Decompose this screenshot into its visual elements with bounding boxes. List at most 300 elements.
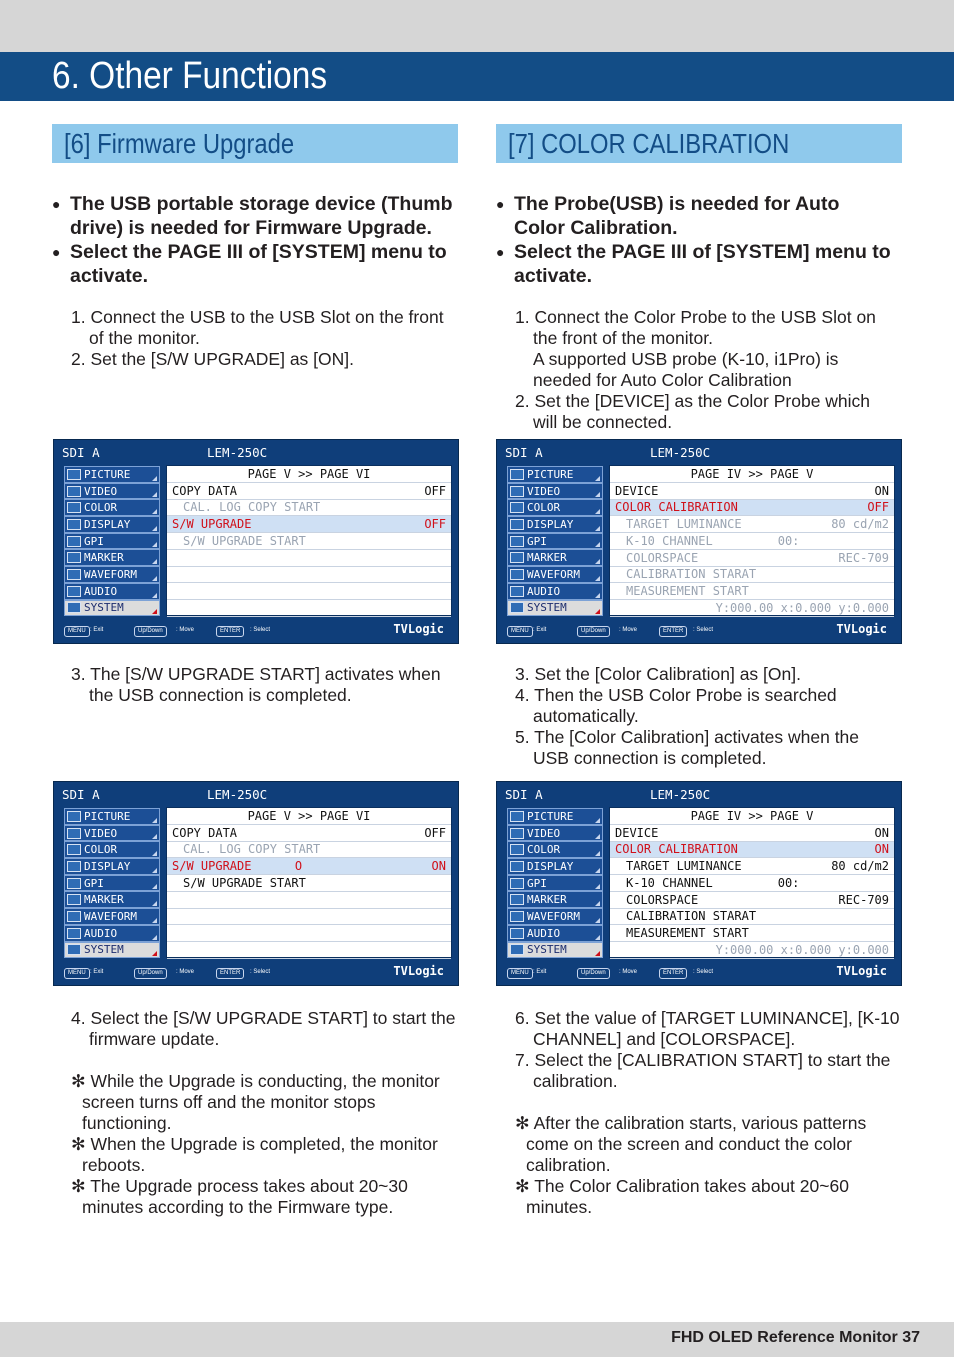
osd-menu-item-label: MARKER [84, 893, 124, 907]
left-steps-c [71, 1008, 471, 1218]
osd-menu-item-label: SYSTEM [84, 601, 124, 615]
osd-screen-firmware-off [53, 439, 459, 644]
osd-setting-label: CAL. LOG COPY START [183, 842, 321, 857]
osd-setting-label: K-10 CHANNEL 00: [626, 875, 800, 890]
osd-setting-row[interactable] [167, 909, 451, 926]
video-icon [510, 828, 524, 839]
osd-menu-item-label: MARKER [527, 551, 567, 565]
osd-setting-row[interactable] [610, 842, 894, 859]
display-icon [510, 861, 524, 872]
osd-settings-panel [166, 465, 452, 616]
osd-model-label: LEM-250C [650, 445, 711, 460]
osd-setting-row[interactable] [610, 875, 894, 892]
right-steps-a [515, 307, 915, 433]
osd-setting-label: MEASUREMENT START [626, 926, 749, 941]
system-icon [67, 602, 81, 613]
asterisk-icon: ✻ [71, 1134, 86, 1154]
osd-setting-row[interactable] [610, 583, 894, 600]
osd-setting-label: CALIBRATION STARAT [626, 909, 757, 924]
osd-setting-row[interactable] [167, 567, 451, 584]
key-help-text: : Move [619, 627, 638, 633]
osd-setting-row[interactable] [610, 483, 894, 500]
osd-setting-row[interactable] [610, 600, 894, 617]
osd-setting-row[interactable] [167, 500, 451, 517]
submenu-arrow-icon [152, 492, 157, 497]
bullet-item: ● The Probe(USB) is needed for Auto Color Calibration. [496, 193, 840, 239]
osd-menu-item-gpi[interactable] [64, 875, 160, 892]
osd-page-header: PAGE V >> PAGE VI [167, 808, 451, 825]
right-steps-b [515, 664, 915, 769]
submenu-arrow-icon [152, 559, 157, 564]
color-icon [67, 502, 81, 513]
osd-setting-value: ON [431, 859, 446, 874]
osd-brand-logo: TVLogic [393, 964, 444, 978]
updown-key-icon: Up/Down [134, 626, 167, 637]
osd-menu-item-gpi[interactable] [64, 533, 160, 550]
osd-menu-item-label: VIDEO [527, 484, 561, 498]
osd-menu-item-picture[interactable] [64, 808, 160, 825]
osd-setting-row[interactable] [610, 942, 894, 959]
submenu-arrow-icon [152, 834, 157, 839]
osd-menu-item-label: VIDEO [527, 826, 561, 840]
osd-menu-item-label: SYSTEM [84, 943, 124, 957]
osd-setting-label: TARGET LUMINANCE [626, 859, 742, 874]
system-icon [510, 602, 524, 613]
waveform-icon [510, 911, 524, 922]
osd-menu-item-color[interactable] [64, 841, 160, 858]
system-icon [67, 944, 81, 955]
osd-setting-row[interactable] [610, 533, 894, 550]
key-help-text: : Move [176, 627, 195, 633]
osd-setting-row[interactable] [610, 892, 894, 909]
osd-menu-item-audio[interactable] [64, 925, 160, 942]
osd-setting-label: K-10 CHANNEL 00: [626, 533, 800, 548]
step-item: 3. Set the [Color Calibration] as [On]. [515, 664, 801, 684]
submenu-arrow-icon [152, 868, 157, 873]
enter-key-icon: ENTER [659, 968, 687, 979]
bullet-item: ● Select the PAGE III of [SYSTEM] menu to activate. [496, 241, 891, 287]
osd-menu-item-waveform[interactable] [507, 566, 603, 583]
osd-menu-item-audio[interactable] [64, 583, 160, 600]
step-item: 6. Set the value of [TARGET LUMINANCE], [K-10 CHANNEL] and [COLORSPACE]. [515, 1008, 900, 1049]
step-item: 1. Connect the Color Probe to the USB Slot on the front of the monitor. A supported USB probe (K-10, i1Pro) is needed for Auto Color Calibration [515, 307, 876, 390]
osd-model-label: LEM-250C [207, 445, 268, 460]
submenu-arrow-icon [595, 609, 600, 614]
key-help-text: : Select [693, 627, 714, 633]
osd-source-label: SDI A [62, 787, 100, 802]
osd-menu-item-marker[interactable] [507, 549, 603, 566]
osd-setting-row[interactable] [167, 550, 451, 567]
osd-screen-calibration-on [496, 781, 902, 986]
enter-key-icon: ENTER [216, 968, 244, 979]
osd-menu [507, 808, 603, 958]
bullet-dot-icon: ● [52, 244, 61, 260]
osd-setting-label: DEVICE [615, 825, 659, 840]
step-item: 7. Select the [CALIBRATION START] to start the calibration. [515, 1050, 891, 1091]
osd-setting-row[interactable] [610, 550, 894, 567]
osd-menu-item-marker[interactable] [64, 891, 160, 908]
marker-icon [67, 552, 81, 563]
submenu-arrow-icon [595, 851, 600, 856]
osd-setting-row[interactable] [610, 909, 894, 926]
bullet-dot-icon: ● [496, 196, 505, 212]
osd-menu-item-label: COLOR [527, 501, 561, 515]
audio-icon [510, 928, 524, 939]
key-help-text: : Move [619, 969, 638, 975]
key-help-text: : Exit [533, 969, 547, 975]
section-heading-color-calibration [496, 124, 902, 163]
osd-setting-row[interactable] [167, 842, 451, 859]
right-steps-c [515, 1008, 915, 1218]
enter-key-icon: ENTER [659, 626, 687, 637]
osd-menu-item-audio[interactable] [507, 925, 603, 942]
osd-menu-item-gpi[interactable] [507, 875, 603, 892]
asterisk-icon: ✻ [71, 1071, 86, 1091]
osd-menu-item-gpi[interactable] [507, 533, 603, 550]
osd-menu-item-video[interactable] [64, 825, 160, 842]
submenu-arrow-icon [152, 935, 157, 940]
title-bar [0, 52, 954, 101]
video-icon [67, 486, 81, 497]
submenu-arrow-icon [595, 542, 600, 547]
osd-setting-label: S/W UPGRADE [172, 517, 252, 532]
color-icon [510, 844, 524, 855]
bullet-item: ● The USB portable storage device (Thumb drive) is needed for Firmware Upgrade. [52, 193, 453, 239]
step-item: 4. Select the [S/W UPGRADE START] to start the firmware update. [71, 1008, 456, 1049]
bullet-item: ● Select the PAGE III of [SYSTEM] menu to activate. [52, 241, 447, 287]
osd-menu-item-marker[interactable] [64, 549, 160, 566]
asterisk-icon: ✻ [515, 1176, 530, 1196]
submenu-arrow-icon [152, 884, 157, 889]
osd-menu-item-label: VIDEO [84, 826, 118, 840]
submenu-arrow-icon [152, 918, 157, 923]
osd-menu-item-waveform[interactable] [507, 908, 603, 925]
osd-setting-row[interactable] [167, 892, 451, 909]
osd-menu-item-label: COLOR [527, 843, 561, 857]
waveform-icon [510, 569, 524, 580]
osd-menu-item-label: PICTURE [84, 809, 131, 823]
submenu-arrow-icon [595, 935, 600, 940]
osd-menu-item-system[interactable] [64, 600, 160, 617]
osd-menu-item-label: PICTURE [527, 467, 574, 481]
display-icon [67, 861, 81, 872]
submenu-arrow-icon [595, 492, 600, 497]
osd-menu-item-label: AUDIO [84, 926, 118, 940]
submenu-arrow-icon [152, 818, 157, 823]
osd-setting-row[interactable] [167, 875, 451, 892]
osd-menu [64, 808, 160, 958]
submenu-arrow-icon [152, 526, 157, 531]
video-icon [67, 828, 81, 839]
step-item: 2. Set the [DEVICE] as the Color Probe which will be connected. [515, 391, 871, 432]
bullet-dot-icon: ● [496, 244, 505, 260]
osd-screen-firmware-on [53, 781, 459, 986]
osd-model-label: LEM-250C [207, 787, 268, 802]
left-bullets [52, 192, 472, 288]
osd-menu-item-system[interactable] [507, 600, 603, 617]
osd-setting-row[interactable] [610, 516, 894, 533]
osd-source-label: SDI A [62, 445, 100, 460]
osd-menu-item-label: GPI [527, 876, 547, 890]
osd-setting-label: COLOR CALIBRATION [615, 500, 738, 515]
osd-setting-label: S/W UPGRADE START [183, 533, 306, 548]
submenu-arrow-icon [595, 526, 600, 531]
osd-setting-value: 80 cd/m2 [831, 517, 889, 532]
bullet-dot-icon: ● [52, 196, 61, 212]
osd-brand-logo: TVLogic [393, 622, 444, 636]
submenu-arrow-icon [595, 834, 600, 839]
color-icon [67, 844, 81, 855]
osd-menu-item-audio[interactable] [507, 583, 603, 600]
osd-setting-label: COPY DATA [172, 483, 238, 498]
osd-setting-label: S/W UPGRADE O [172, 859, 303, 874]
osd-setting-label: CALIBRATION STARAT [626, 567, 757, 582]
osd-settings-panel [166, 807, 452, 958]
osd-setting-value: OFF [424, 517, 446, 532]
step-item: 2. Set the [S/W UPGRADE] as [ON]. [71, 349, 354, 369]
osd-menu-item-label: AUDIO [527, 584, 561, 598]
submenu-arrow-icon [595, 576, 600, 581]
osd-menu-item-label: PICTURE [84, 467, 131, 481]
section-heading-firmware [52, 124, 458, 163]
osd-menu-item-system[interactable] [64, 942, 160, 959]
osd-menu-item-picture[interactable] [507, 808, 603, 825]
submenu-arrow-icon [152, 576, 157, 581]
osd-setting-value: ON [874, 842, 889, 857]
osd-setting-row[interactable] [167, 858, 451, 875]
note-item: ✻ After the calibration starts, various patterns come on the screen and conduct the color calibration. [515, 1113, 867, 1175]
submenu-arrow-icon [152, 901, 157, 906]
osd-setting-value: 80 cd/m2 [831, 859, 889, 874]
osd-setting-label: DEVICE [615, 483, 659, 498]
osd-menu-item-label: GPI [527, 534, 547, 548]
video-icon [510, 486, 524, 497]
osd-setting-row[interactable] [167, 925, 451, 942]
enter-key-icon: ENTER [216, 626, 244, 637]
osd-setting-row[interactable] [167, 600, 451, 617]
submenu-arrow-icon [595, 818, 600, 823]
osd-setting-row[interactable] [610, 825, 894, 842]
submenu-arrow-icon [595, 868, 600, 873]
picture-icon [67, 811, 81, 822]
osd-menu-item-label: DISPLAY [84, 859, 131, 873]
submenu-arrow-icon [595, 951, 600, 956]
gpi-icon [67, 878, 81, 889]
osd-menu-item-picture[interactable] [507, 466, 603, 483]
osd-menu-item-color[interactable] [507, 499, 603, 516]
step-item: 4. Then the USB Color Probe is searched automatically. [515, 685, 837, 726]
step-item: 5. The [Color Calibration] activates when the USB connection is completed. [515, 727, 860, 768]
note-item: ✻ While the Upgrade is conducting, the monitor screen turns off and the monitor stops functioning. [71, 1071, 440, 1133]
osd-setting-value: Y:000.00 x:0.000 y:0.000 [715, 942, 889, 957]
osd-page-header: PAGE IV >> PAGE V [610, 808, 894, 825]
osd-menu-item-label: GPI [84, 876, 104, 890]
display-icon [67, 519, 81, 530]
menu-key-icon: MENU [64, 968, 90, 979]
osd-brand-logo: TVLogic [836, 964, 887, 978]
footer-bar [0, 1322, 954, 1357]
osd-menu-item-label: COLOR [84, 501, 118, 515]
osd-settings-panel [609, 465, 895, 616]
osd-menu [64, 466, 160, 616]
picture-icon [510, 469, 524, 480]
osd-menu-item-color[interactable] [507, 841, 603, 858]
submenu-arrow-icon [152, 851, 157, 856]
osd-setting-row[interactable] [167, 942, 451, 959]
osd-menu-item-display[interactable] [64, 516, 160, 533]
menu-key-icon: MENU [507, 626, 533, 637]
osd-setting-label: MEASUREMENT START [626, 584, 749, 599]
osd-setting-value: REC-709 [838, 892, 889, 907]
top-band [0, 0, 954, 52]
submenu-arrow-icon [595, 509, 600, 514]
osd-menu-item-video[interactable] [507, 825, 603, 842]
osd-setting-value: ON [874, 825, 889, 840]
left-steps-a [71, 307, 471, 370]
marker-icon [510, 552, 524, 563]
step-item: 1. Connect the USB to the USB Slot on the front of the monitor. [71, 307, 444, 348]
osd-setting-row[interactable] [610, 925, 894, 942]
osd-menu-item-marker[interactable] [507, 891, 603, 908]
osd-menu-item-label: SYSTEM [527, 943, 567, 957]
key-help-text: : Move [176, 969, 195, 975]
key-help-text: : Select [250, 627, 271, 633]
waveform-icon [67, 911, 81, 922]
display-icon [510, 519, 524, 530]
osd-menu-item-color[interactable] [64, 499, 160, 516]
osd-setting-row[interactable] [610, 567, 894, 584]
left-steps-b [71, 664, 471, 706]
gpi-icon [67, 536, 81, 547]
key-help-text: : Exit [533, 627, 547, 633]
submenu-arrow-icon [595, 884, 600, 889]
osd-source-label: SDI A [505, 445, 543, 460]
osd-menu-item-label: WAVEFORM [527, 909, 580, 923]
osd-menu-item-label: GPI [84, 534, 104, 548]
osd-setting-label: COLORSPACE [626, 892, 699, 907]
submenu-arrow-icon [152, 476, 157, 481]
picture-icon [67, 469, 81, 480]
osd-menu-item-label: AUDIO [527, 926, 561, 940]
osd-setting-row[interactable] [610, 858, 894, 875]
osd-menu-item-label: MARKER [84, 551, 124, 565]
waveform-icon [67, 569, 81, 580]
note-item: ✻ The Upgrade process takes about 20~30 minutes according to the Firmware type. [71, 1176, 408, 1217]
osd-screen-calibration-off [496, 439, 902, 644]
key-help-text: : Select [250, 969, 271, 975]
note-item: ✻ The Color Calibration takes about 20~60 minutes. [515, 1176, 849, 1217]
marker-icon [510, 894, 524, 905]
key-help-text: : Select [693, 969, 714, 975]
step-item: 3. The [S/W UPGRADE START] activates when the USB connection is completed. [71, 664, 441, 705]
asterisk-icon: ✻ [71, 1176, 86, 1196]
submenu-arrow-icon [595, 476, 600, 481]
osd-setting-row[interactable] [167, 483, 451, 500]
osd-menu-item-label: DISPLAY [527, 517, 574, 531]
osd-menu [507, 466, 603, 616]
osd-menu-item-video[interactable] [64, 483, 160, 500]
osd-setting-row[interactable] [167, 516, 451, 533]
section-heading-text: [7] COLOR CALIBRATION [508, 128, 790, 159]
osd-setting-row[interactable] [610, 500, 894, 517]
gpi-icon [510, 878, 524, 889]
osd-setting-label: COPY DATA [172, 825, 238, 840]
osd-menu-item-label: SYSTEM [527, 601, 567, 615]
submenu-arrow-icon [595, 901, 600, 906]
osd-menu-item-waveform[interactable] [64, 908, 160, 925]
osd-page-header: PAGE V >> PAGE VI [167, 466, 451, 483]
osd-menu-item-video[interactable] [507, 483, 603, 500]
osd-setting-value: ON [874, 483, 889, 498]
osd-settings-panel [609, 807, 895, 958]
picture-icon [510, 811, 524, 822]
page-title: 6. Other Functions [52, 55, 328, 97]
submenu-arrow-icon [152, 951, 157, 956]
updown-key-icon: Up/Down [134, 968, 167, 979]
audio-icon [67, 928, 81, 939]
osd-menu-item-label: WAVEFORM [84, 909, 137, 923]
submenu-arrow-icon [152, 609, 157, 614]
osd-setting-row[interactable] [167, 583, 451, 600]
updown-key-icon: Up/Down [577, 626, 610, 637]
osd-page-header: PAGE IV >> PAGE V [610, 466, 894, 483]
submenu-arrow-icon [595, 593, 600, 598]
osd-menu-item-label: MARKER [527, 893, 567, 907]
osd-setting-value: OFF [424, 483, 446, 498]
osd-menu-item-picture[interactable] [64, 466, 160, 483]
osd-menu-item-label: DISPLAY [84, 517, 131, 531]
osd-menu-item-label: VIDEO [84, 484, 118, 498]
osd-menu-item-label: COLOR [84, 843, 118, 857]
osd-menu-item-waveform[interactable] [64, 566, 160, 583]
section-heading-text: [6] Firmware Upgrade [64, 128, 295, 159]
audio-icon [510, 586, 524, 597]
osd-menu-item-label: AUDIO [84, 584, 118, 598]
osd-setting-label: CAL. LOG COPY START [183, 500, 321, 515]
gpi-icon [510, 536, 524, 547]
osd-model-label: LEM-250C [650, 787, 711, 802]
menu-key-icon: MENU [507, 968, 533, 979]
osd-menu-item-display[interactable] [507, 858, 603, 875]
submenu-arrow-icon [595, 559, 600, 564]
osd-source-label: SDI A [505, 787, 543, 802]
osd-setting-label: TARGET LUMINANCE [626, 517, 742, 532]
osd-setting-value: OFF [867, 500, 889, 515]
osd-menu-item-display[interactable] [64, 858, 160, 875]
right-bullets [496, 192, 916, 288]
menu-key-icon: MENU [64, 626, 90, 637]
key-help-text: : Exit [90, 627, 104, 633]
submenu-arrow-icon [152, 593, 157, 598]
osd-setting-label: S/W UPGRADE START [183, 875, 306, 890]
note-item: ✻ When the Upgrade is completed, the monitor reboots. [71, 1134, 438, 1175]
osd-setting-value: Y:000.00 x:0.000 y:0.000 [715, 600, 889, 615]
osd-setting-value: OFF [424, 825, 446, 840]
osd-menu-item-system[interactable] [507, 942, 603, 959]
key-help-text: : Exit [90, 969, 104, 975]
osd-menu-item-label: WAVEFORM [84, 567, 137, 581]
osd-setting-row[interactable] [167, 825, 451, 842]
osd-menu-item-display[interactable] [507, 516, 603, 533]
osd-brand-logo: TVLogic [836, 622, 887, 636]
osd-menu-item-label: DISPLAY [527, 859, 574, 873]
asterisk-icon: ✻ [515, 1113, 530, 1133]
osd-menu-item-label: WAVEFORM [527, 567, 580, 581]
osd-setting-row[interactable] [167, 533, 451, 550]
submenu-arrow-icon [152, 509, 157, 514]
submenu-arrow-icon [152, 542, 157, 547]
osd-setting-value: REC-709 [838, 550, 889, 565]
